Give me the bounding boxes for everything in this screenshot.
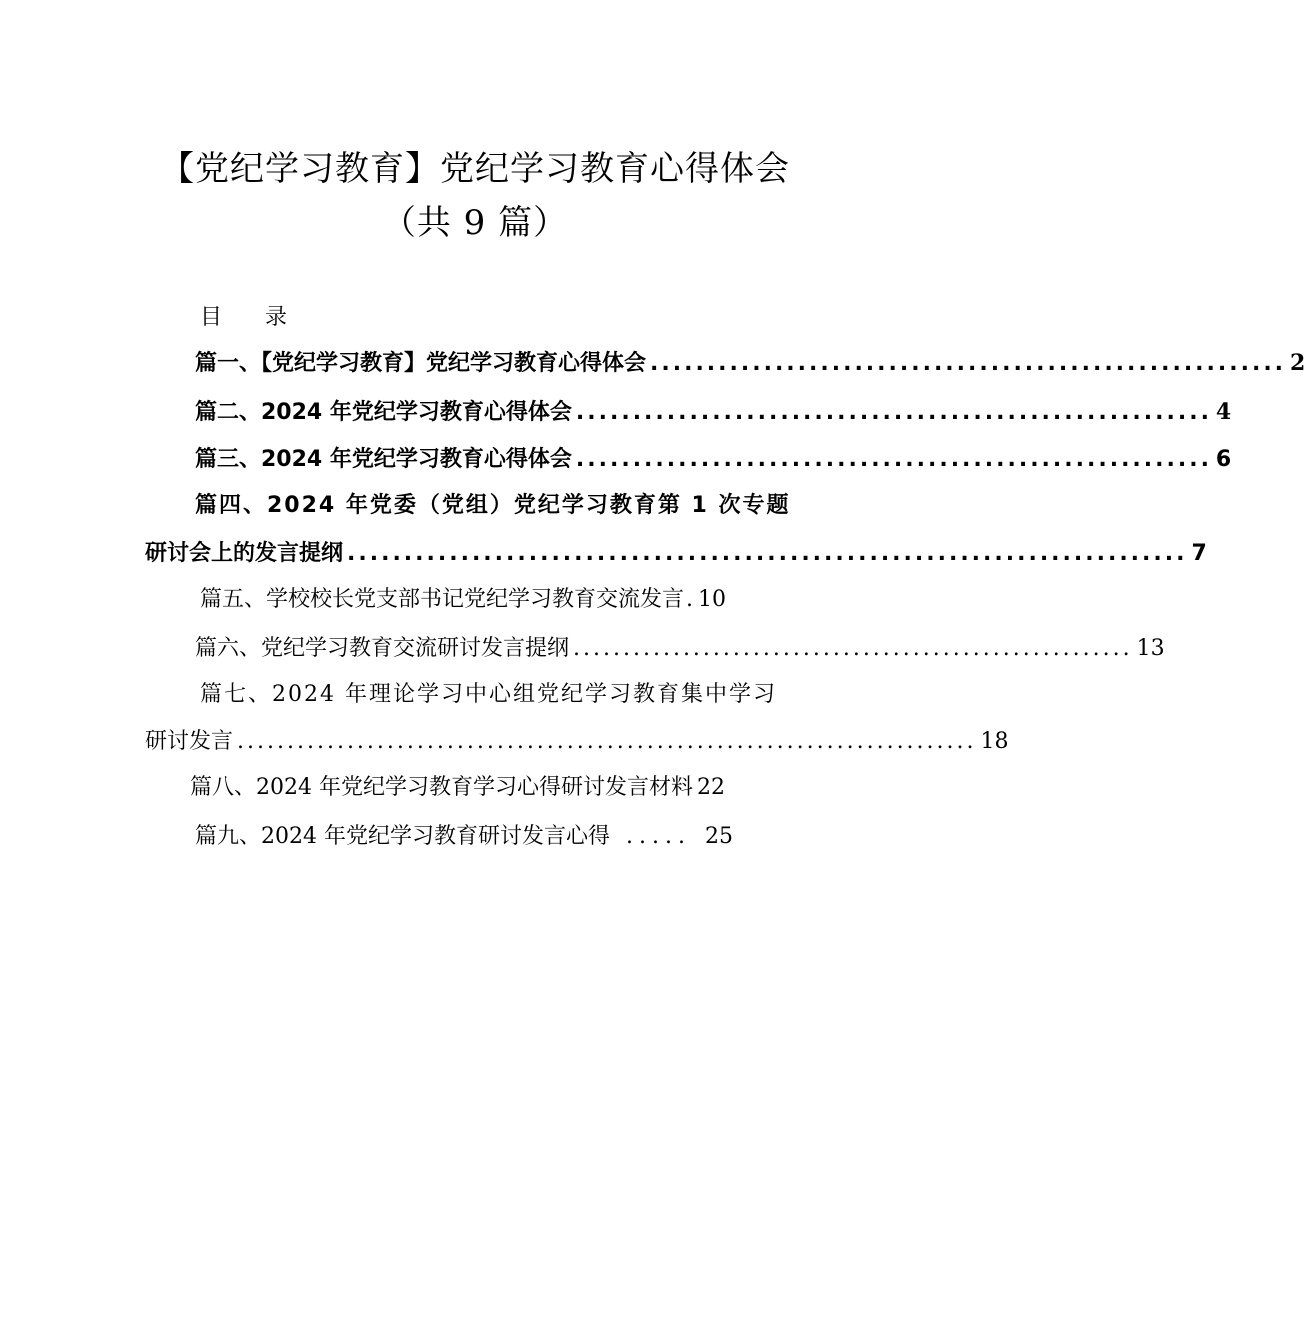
- toc-entry-9[interactable]: [195, 822, 805, 852]
- toc-entry-text: 篇三、2024 年党纪学习教育心得体会: [195, 447, 572, 472]
- toc-entry-page: 18: [980, 729, 1009, 754]
- toc-entry-6[interactable]: [195, 634, 1165, 664]
- toc-entry-2[interactable]: [195, 397, 1232, 428]
- toc-entry-3[interactable]: [195, 445, 1232, 475]
- toc-heading: 目 录: [200, 305, 305, 330]
- toc-entry-7-line2[interactable]: [145, 727, 1009, 757]
- toc-entry-page: 13: [1136, 636, 1165, 661]
- toc-leader-dots: .....: [625, 824, 691, 849]
- toc-entry-text: 篇四、2024 年党委（党组）党纪学习教育第 1 次专题: [195, 493, 791, 518]
- toc-entry-text: 研讨发言: [145, 729, 234, 754]
- toc-entry-text: 篇一、【党纪学习教育】党纪学习教育心得体会: [195, 351, 647, 376]
- toc-entry-5[interactable]: [200, 585, 805, 615]
- toc-entry-page: 7: [1191, 541, 1207, 566]
- toc-entry-text: 篇八、2024 年党纪学习教育学习心得研讨发言材料: [190, 775, 693, 800]
- toc-entry-page: 6: [1215, 447, 1232, 472]
- toc-leader-dots: ........................................................: [575, 447, 1212, 472]
- toc-leader-dots: ........................................................: [575, 400, 1212, 425]
- toc-entry-text: 篇六、党纪学习教育交流研讨发言提纲: [195, 636, 570, 661]
- document-title-count: （共 9 篇）: [381, 203, 569, 243]
- toc-entry-page: 25: [704, 824, 733, 849]
- toc-entry-7-line1[interactable]: [200, 680, 805, 710]
- toc-leader-dots: ........................................................: [650, 351, 1287, 376]
- toc-entry-text: 篇二、2024 年党纪学习教育心得体会: [195, 400, 572, 425]
- toc-entry-page: 22: [696, 775, 725, 800]
- toc-entry-page: 10: [698, 587, 727, 612]
- toc-leader-dots: .: [686, 587, 697, 612]
- toc-entry-8[interactable]: [190, 773, 805, 803]
- toc-leader-dots: ........................................................: [573, 636, 1133, 661]
- toc-entry-text: 研讨会上的发言提纲: [145, 541, 344, 566]
- toc-entry-page: 2: [1290, 350, 1305, 376]
- toc-entry-text: 篇九、2024 年党纪学习教育研讨发言心得: [195, 824, 610, 849]
- toc-leader-dots: ..........................................................................: [237, 729, 977, 754]
- toc-leader-dots: ..........................................................................: [347, 541, 1188, 566]
- toc-entry-text: 篇五、学校校长党支部书记党纪学习教育交流发言: [200, 587, 685, 612]
- document-title: 【党纪学习教育】党纪学习教育心得体会: [160, 149, 790, 189]
- toc-entry-4-line2[interactable]: [145, 539, 1207, 569]
- toc-entry-text: 篇七、2024 年理论学习中心组党纪学习教育集中学习: [200, 682, 777, 707]
- toc-entry-4-line1[interactable]: [195, 491, 805, 521]
- toc-entry-page: 4: [1215, 399, 1232, 425]
- toc-entry-1[interactable]: [195, 348, 1305, 379]
